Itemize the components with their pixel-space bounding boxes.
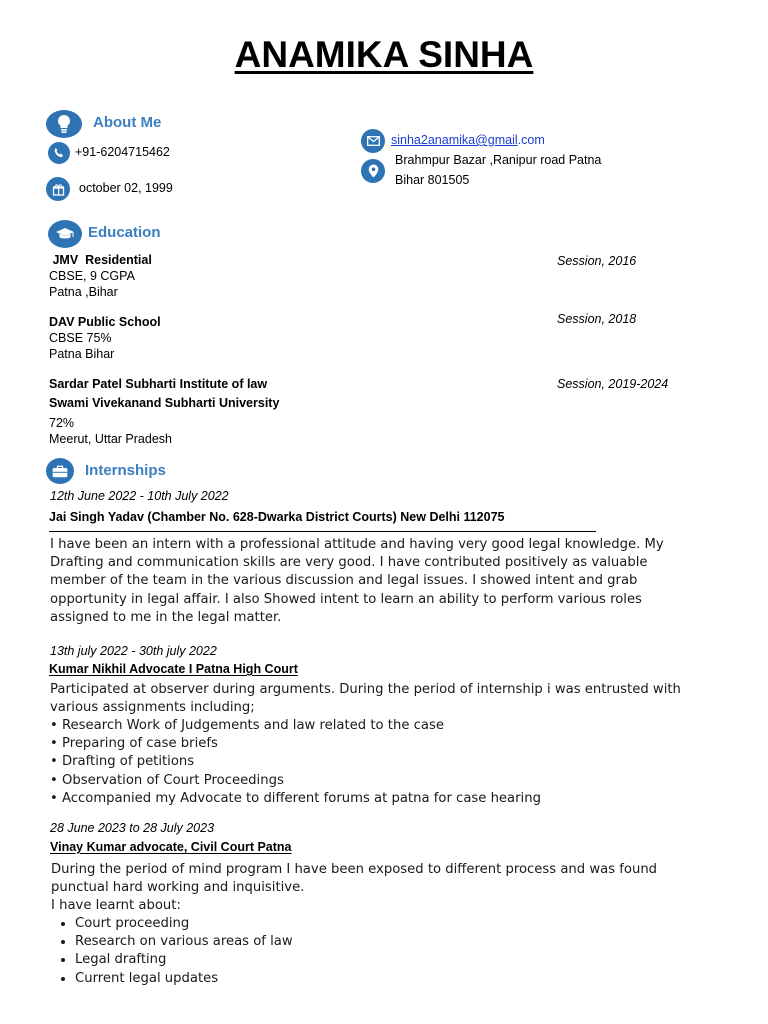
internship2-tasks [50, 717, 700, 808]
edu3-university: Swami Vivekanand Subharti University [49, 396, 280, 410]
internship3-dates: 28 June 2023 to 28 July 2023 [50, 821, 215, 835]
edu3-session: Session, 2019-2024 [557, 377, 669, 391]
email-user[interactable]: sinha2anamika@gmail [391, 133, 518, 147]
internship1-dates: 12th June 2022 - 10th July 2022 [50, 489, 229, 503]
edu2-location: Patna Bihar [49, 347, 115, 361]
internship2-task: • Accompanied my Advocate to different forums at patna for case hearing [50, 790, 541, 806]
location-pin-icon [361, 159, 385, 183]
edu2-school: DAV Public School [49, 315, 161, 329]
edu1-school: JMV Residential [49, 253, 152, 267]
lightbulb-icon [46, 110, 82, 138]
date-of-birth: october 02, 1999 [79, 181, 173, 195]
edu1-session: Session, 2016 [557, 254, 637, 268]
internship3-intro: During the period of mind program I have been exposed to different process and was found punctual hard working and inquisitive. [51, 862, 658, 896]
edu2-session: Session, 2018 [557, 312, 637, 326]
email-domain: .com [517, 133, 545, 147]
internship3-learnt-list [51, 915, 701, 988]
learnt-item: • Research on various areas of law [75, 933, 701, 951]
edu1-location: Patna ,Bihar [49, 285, 118, 299]
internship2-task: • Observation of Court Proceedings [50, 772, 284, 788]
gift-icon [46, 177, 70, 201]
internship2-task: • Preparing of case briefs [50, 736, 218, 752]
learnt-item: • Legal drafting [75, 951, 701, 969]
internship2-task: • Research Work of Judgements and law related to the case [50, 718, 444, 733]
internship2-task: • Drafting of petitions [50, 754, 195, 770]
internship1-place: Jai Singh Yadav (Chamber No. 628-Dwarka District Courts) New Delhi 112075 [49, 510, 505, 524]
resume-name: ANAMIKA SINHA [234, 34, 534, 75]
edu2-board: CBSE 75% [49, 331, 112, 345]
address-line-2: Bihar 801505 [395, 173, 470, 187]
internship2-place: Kumar Nikhil Advocate I Patna High Court [49, 662, 298, 676]
internship3-learnt: I have learnt about: [51, 898, 181, 913]
internship2-dates: 13th july 2022 - 30th july 2022 [50, 644, 217, 658]
edu3-score: 72% [49, 416, 75, 430]
internship1-divider [49, 531, 596, 532]
internships-heading: Internships [85, 462, 166, 479]
graduation-cap-icon [48, 220, 82, 248]
learnt-item: • Current legal updates [75, 970, 701, 988]
briefcase-icon [46, 458, 74, 484]
edu3-institute: Sardar Patel Subharti Institute of law [49, 377, 268, 391]
internship3-place: Vinay Kumar advocate, Civil Court Patna [50, 840, 292, 854]
learnt-item: • Court proceeding [75, 915, 701, 933]
address-line-1: Brahmpur Bazar ,Ranipur road Patna [395, 153, 602, 167]
edu3-location: Meerut, Uttar Pradesh [49, 432, 172, 446]
email-icon [361, 129, 385, 153]
about-heading: About Me [93, 114, 162, 131]
edu1-board: CBSE, 9 CGPA [49, 269, 135, 283]
email-address[interactable] [391, 133, 545, 147]
phone-icon [48, 142, 70, 164]
internship2-intro: Participated at observer during arguments. During the period of internship i was entrusted with various assignments including; [50, 682, 681, 716]
phone-number: +91-6204715462 [75, 145, 170, 159]
education-heading: Education [88, 224, 161, 241]
internship1-description: I have been an intern with a professional attitude and having very good legal knowledge. My Drafting and communication skills are very good. I have contributed positively as valuable member of the team in the various discussion and legal issues. I showed intent and grab opportunity in legal affair. I also Showed intent to learn an ability to perform various roles assigned to me in the legal matter. [50, 537, 664, 625]
